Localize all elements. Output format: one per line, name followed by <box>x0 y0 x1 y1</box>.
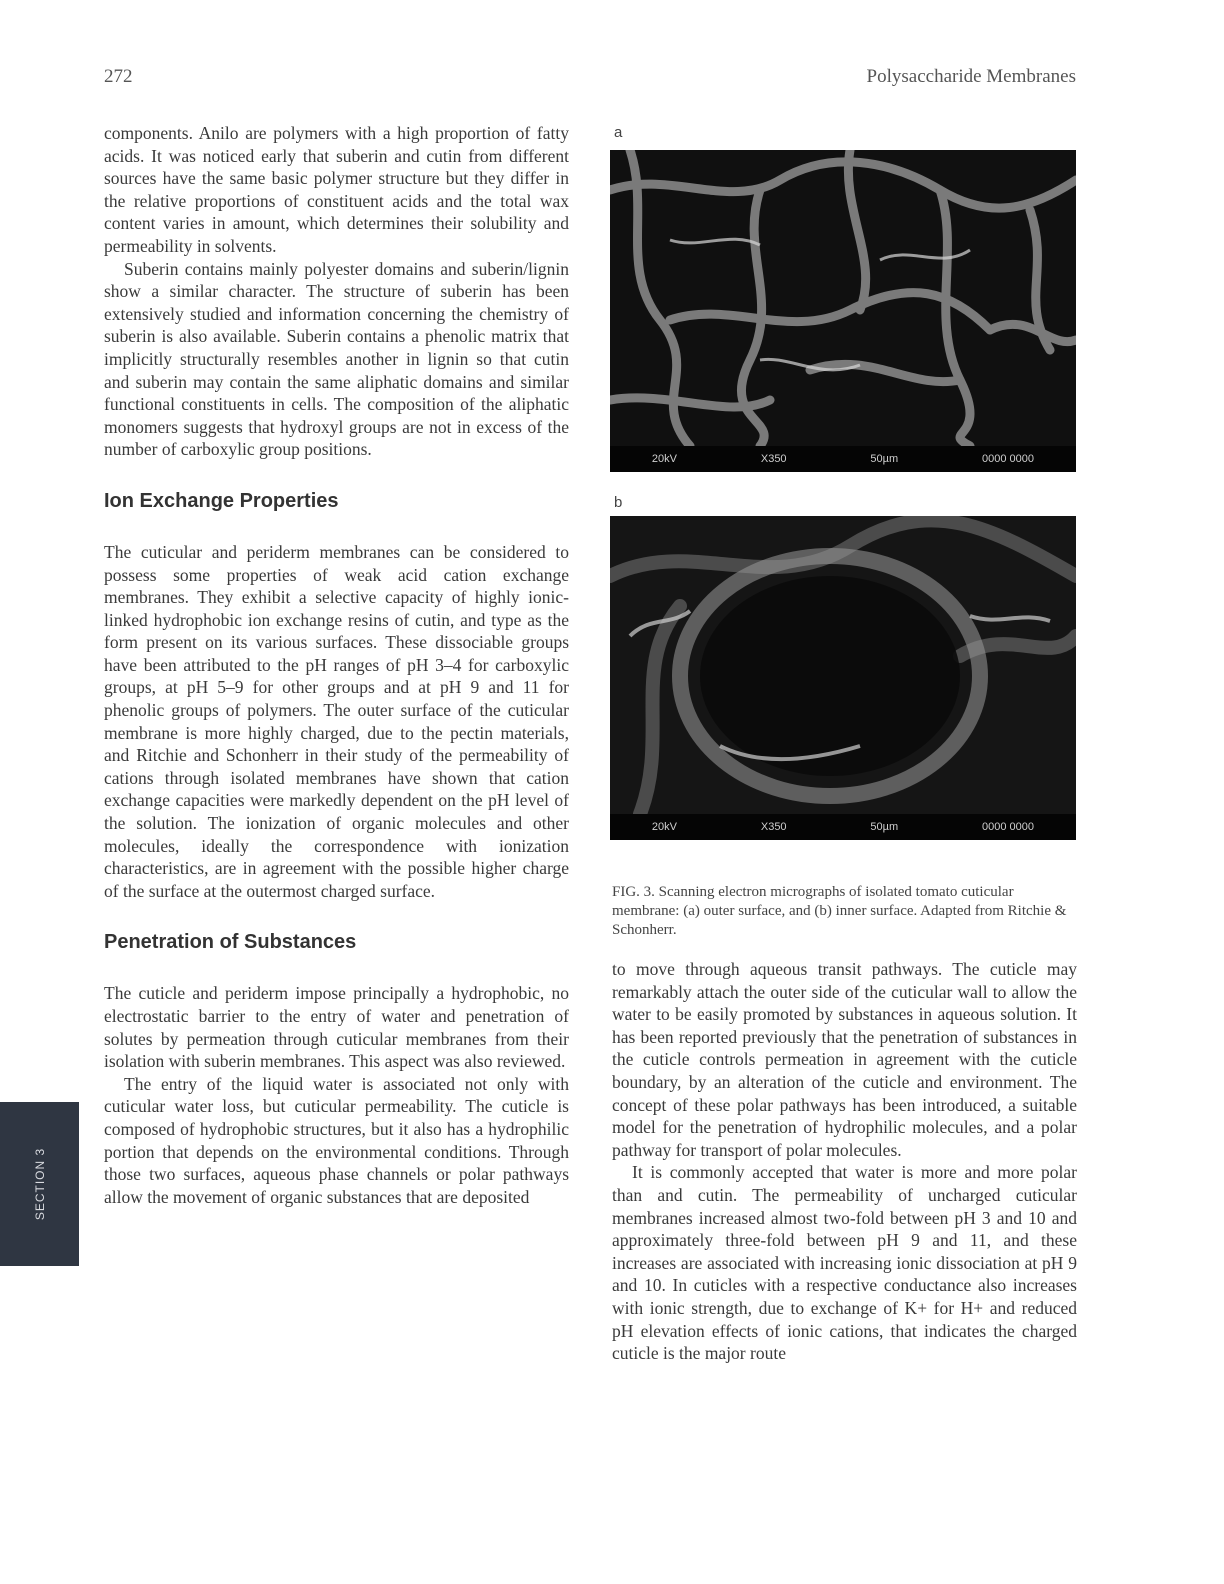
scale-bar-label: 20kV <box>651 821 677 833</box>
scale-bar <box>610 814 1076 840</box>
left-column <box>104 122 569 1452</box>
body-paragraph: Suberin contains mainly polyester domains and suberin/lignin show a similar character. The structure of suberin has been extensively studied and information concerning the chemistry of suberin is also available. Suberin contains a phenolic matrix that implicitly structurally resembles another in lignin so that cutin and suberin may contain the same aliphatic domains and similar functional constituents in cells. The composition of the aliphatic monomers suggests that hydroxyl groups are not in excess of the number of carboxylic group positions. <box>104 258 569 460</box>
body-paragraph: It is commonly accepted that water is more and more polar than and cutin. The permeability of uncharged cuticular membranes increased almost two-fold between pH 3 and 10 and approximately three-fold between pH 9 and 11, and these increases are associated with increasing ionic dissociation at pH 9 and 10. In cuticles with a respective conductance also increases with ionic strength, due to exchange of K+ for H+ and reduced pH elevation effects of ionic cations, that indicates the charged cuticle is the major route <box>612 1162 1077 1364</box>
micrograph-a-image <box>610 150 1076 446</box>
scale-bar-label: 0000 0000 <box>982 453 1035 465</box>
section-tab-label: SECTION 3 <box>32 1147 47 1221</box>
scale-bar-label: X350 <box>760 821 787 833</box>
micrograph-b-image <box>610 516 1076 814</box>
body-paragraph: The cuticle and periderm impose principally a hydrophobic, no electrostatic barrier to the entry of water and penetration of solutes by permeation through cuticular membranes from their isolation with suberin membranes. This aspect was also reviewed. <box>104 983 569 1072</box>
scale-bar-label: 0000 0000 <box>982 821 1035 833</box>
page-number: 272 <box>104 66 133 87</box>
right-column <box>612 958 1077 1452</box>
panel-a-label: a <box>614 124 623 141</box>
body-paragraph: components. Anilo are polymers with a high proportion of fatty acids. It was noticed early that suberin and cutin from different sources have the same basic polymer structure but they differ in the relative proportions of constituent acids and the total wax content varies in amount, which determines their solubility and permeability in solvents. <box>104 123 569 256</box>
micrograph-outer-surface <box>610 150 1076 472</box>
figure-caption: FIG. 3. Scanning electron micrographs of isolated tomato cuticular membrane: (a) outer surface, and (b) inner surface. Adapted from Ritchie & Schonherr. <box>612 884 1067 938</box>
panel-b-label: b <box>614 494 623 511</box>
scale-bar-label: X350 <box>760 453 787 465</box>
scale-bar <box>610 446 1076 472</box>
section-heading-penetration: Penetration of Substances <box>104 931 357 954</box>
scale-bar-label: 50µm <box>870 453 899 465</box>
running-title: Polysaccharide Membranes <box>866 66 1076 87</box>
section-thumb-tab <box>0 1102 79 1266</box>
body-paragraph: The cuticular and periderm membranes can be considered to possess some properties of weak acid cation exchange membranes. They exhibit a selective capacity of highly ionic-linked hydrophobic ion exchange resins of cutin, and type as the form present on its various surfaces. These dissociable groups have been attributed to the pH ranges of pH 3–4 for carboxylic groups, at pH 5–9 for other groups and at pH 9 and 11 for phenolic groups of polymers. The outer surface of the cuticular membrane is more highly charged, due to the pectin materials, and Ritchie and Schonherr in their study of the permeability of cations through isolated membranes have shown that cation exchange capacities were markedly dependent on the pH level of the solution. The ionization of organic molecules and other molecules, ideally the correspondence with ionization characteristics, are in agreement with the possible higher charge of the surface at the outermost charged surface. <box>104 541 569 901</box>
body-paragraph: to move through aqueous transit pathways. The cuticle may remarkably attach the outer side of the cuticular wall to allow the water to be easily promoted by substances in aqueous solution. It has been reported previously that the penetration of substances in the cuticle controls permeation in agreement with the cuticle boundary, by an alteration of the cuticle and environment. The concept of these polar pathways has been introduced, a suitable model for the penetration of hydrophilic molecules, and a polar pathway for transport of polar molecules. <box>612 959 1077 1160</box>
body-paragraph: The entry of the liquid water is associated not only with cuticular water loss, but cuticular permeability. The cuticle is composed of hydrophobic structures, but it also has a hydrophilic portion that depends on the environmental conditions. Through those two surfaces, aqueous phase channels or polar pathways allow the movement of organic substances that are deposited <box>104 1073 569 1207</box>
scale-bar-label: 20kV <box>651 453 677 465</box>
section-heading-ion-exchange: Ion Exchange Properties <box>104 489 339 512</box>
running-head <box>104 66 1076 90</box>
scale-bar-label: 50µm <box>870 821 899 833</box>
micrograph-inner-surface <box>610 516 1076 840</box>
